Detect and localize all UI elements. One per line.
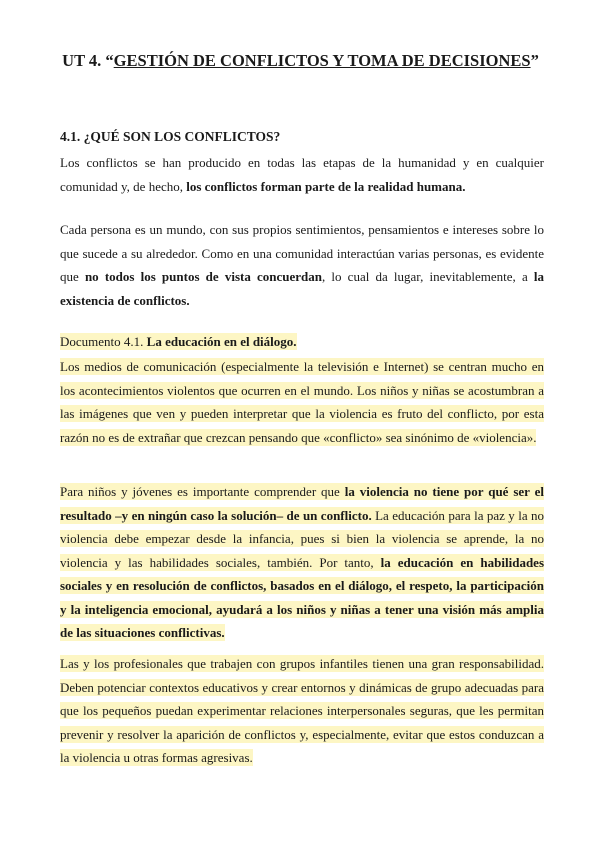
document-paragraph-2-bold-b: la educación en habilidades sociales y en resolución de conflictos, basados en el diálogo, el respeto, la participación y la inteligencia emocional, ayudará a los niños y niñas a tener una visión más amplia de las situaciones conflictivas. xyxy=(60,554,544,640)
page-title xyxy=(60,46,541,76)
paragraph-2-bold-a: no todos los puntos de vista concuerdan xyxy=(84,269,322,284)
paragraph-1 xyxy=(60,151,544,198)
title-underlined: GESTIÓN DE CONFLICTOS Y TOMA DE DECISIONES xyxy=(113,51,531,70)
paragraph-1-text: Los conflictos se han producido en todas las etapas de la humanidad y en cualquier comunidad y, de hecho, xyxy=(60,155,544,194)
paragraph-2-bold-b: la existencia de conflictos. xyxy=(60,269,544,308)
document-paragraph-2 xyxy=(60,480,544,645)
document-paragraph-1 xyxy=(60,355,544,449)
paragraph-2-text-b: , lo cual da lugar, inevitablemente, a xyxy=(322,269,534,284)
paragraph-2 xyxy=(60,218,544,312)
document-paragraph-2-bold-a: la violencia no tiene por qué ser el resultado –y en ningún caso la solución– de un conflicto. xyxy=(60,484,545,523)
document-paragraph-3-text: Las y los profesionales que trabajen con grupos infantiles tienen una gran responsabilidad. Deben potenciar contextos educativos y crear entornos y dinámicas de grupo adecuadas para que los pequeños puedan experimentar relaciones interpersonales seguras, que les permitan prevenir y resolver la aparición de conflictos y, especialmente, evitar que estos conduzcan a la violencia u otras formas agresivas. xyxy=(60,656,544,765)
document-paragraph-3 xyxy=(60,652,544,770)
document-heading xyxy=(60,330,544,354)
document-title: La educación en el diálogo. xyxy=(146,334,297,349)
paragraph-1-bold: los conflictos forman parte de la realidad humana. xyxy=(186,178,466,194)
document-paragraph-1-text: Los medios de comunicación (especialmente la televisión e Internet) se centran mucho en los acontecimientos violentos que ocurren en el mundo. Los niños y niñas se acostumbran a las imágenes que ven y pueden interpretar que la violencia es fruto del conflicto, por esta razón no es de extrañar que crezcan pensando que «conflicto» sea sinónimo de «violencia». xyxy=(60,359,544,445)
document-label: Documento 4.1. xyxy=(60,334,147,349)
document-paragraph-2-text-a: Para niños y jóvenes es importante comprender que xyxy=(60,484,345,499)
document-paragraph-2-text-b: La educación para la paz y la no violencia debe empezar desde la infancia, pues si bien la violencia se aprende, la no violencia y las habilidades sociales, también. Por tanto, xyxy=(60,507,544,570)
section-heading: 4.1. ¿QUÉ SON LOS CONFLICTOS? xyxy=(60,129,281,144)
paragraph-2-text-a: Cada persona es un mundo, con sus propios sentimientos, pensamientos e intereses sobre lo que sucede a su alrededor. Como en una comunidad interactúan varias personas, es evidente que xyxy=(60,222,544,284)
title-prefix: UT 4. “ xyxy=(62,51,114,70)
title-suffix: ” xyxy=(530,51,539,70)
